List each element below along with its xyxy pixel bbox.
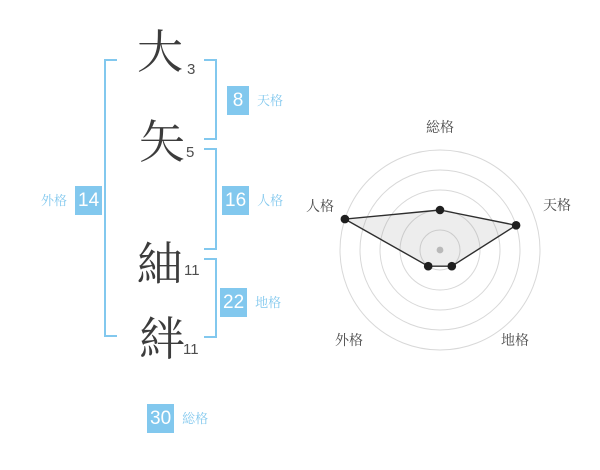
stroke-count-4: 11	[183, 341, 199, 358]
gaikaku-label: 外格	[41, 193, 68, 208]
jinkaku-badge	[222, 186, 283, 215]
radar-center-point	[437, 247, 444, 254]
soukaku-value: 30	[147, 404, 174, 433]
radar-axis-label-soukaku: 総格	[426, 119, 454, 135]
stroke-count-2: 5	[186, 144, 195, 161]
chikaku-value: 22	[220, 288, 247, 317]
radar-point-1	[512, 221, 521, 230]
tenkaku-badge	[227, 86, 283, 115]
tenkaku-value: 8	[227, 86, 249, 115]
gaikaku-bracket	[104, 59, 117, 337]
tenkaku-bracket	[204, 59, 217, 140]
radar-axis-label-jinkaku: 人格	[306, 198, 334, 214]
tenkaku-label: 天格	[257, 93, 284, 108]
radar-axis-label-tenkaku: 天格	[543, 197, 571, 213]
jinkaku-bracket	[204, 148, 217, 250]
radar-point-2	[448, 262, 457, 271]
gaikaku-badge	[41, 186, 102, 215]
radar-axis-label-chikaku: 地格	[501, 332, 529, 348]
chikaku-badge	[220, 288, 281, 317]
soukaku-label: 総格	[182, 411, 209, 426]
gaikaku-value: 14	[75, 186, 102, 215]
name-character-1: 大	[137, 26, 183, 78]
radar-axis-label-gaikaku: 外格	[335, 332, 363, 348]
stroke-count-1: 3	[187, 61, 196, 78]
radar-point-3	[424, 262, 433, 271]
chikaku-label: 地格	[255, 295, 282, 310]
radar-polygon	[345, 210, 516, 266]
chikaku-bracket	[204, 258, 217, 338]
name-character-4: 絆	[139, 313, 185, 365]
soukaku-badge	[147, 404, 208, 433]
radar-point-0	[436, 206, 445, 215]
name-character-3: 紬	[137, 238, 183, 290]
stroke-count-3: 11	[184, 262, 200, 279]
jinkaku-label: 人格	[257, 193, 284, 208]
radar-point-4	[341, 215, 350, 224]
name-character-2: 矢	[139, 116, 185, 168]
jinkaku-value: 16	[222, 186, 249, 215]
